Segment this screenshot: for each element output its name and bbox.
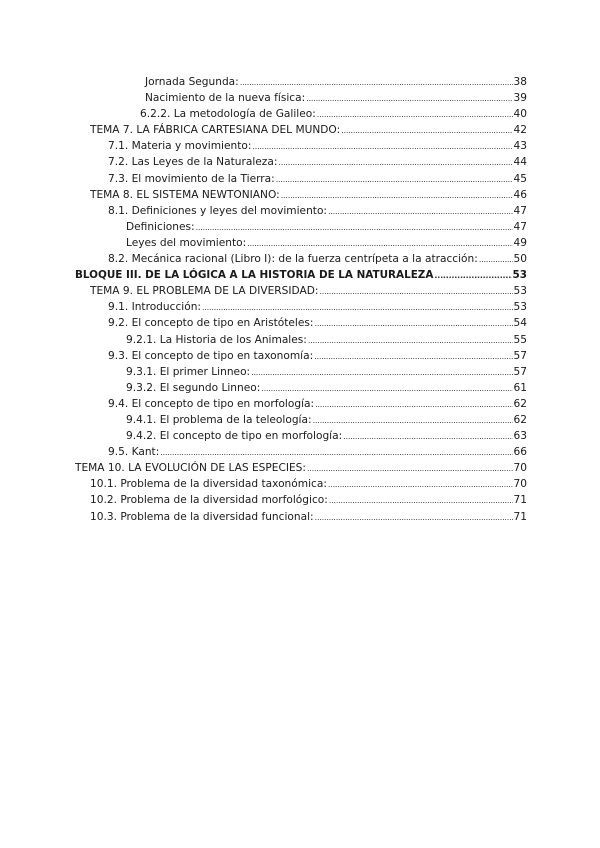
toc-entry[interactable] bbox=[0, 444, 600, 460]
toc-dot-leader bbox=[160, 445, 512, 461]
toc-page-number: 57 bbox=[513, 349, 527, 362]
toc-entry-label: 7.3. El movimiento de la Tierra: bbox=[108, 172, 275, 185]
toc-entry[interactable] bbox=[0, 171, 600, 187]
toc-entry[interactable] bbox=[0, 90, 600, 106]
toc-entry[interactable] bbox=[0, 251, 600, 267]
toc-entry[interactable] bbox=[0, 332, 600, 348]
toc-page-number: 71 bbox=[513, 494, 527, 507]
toc-entry[interactable] bbox=[0, 138, 600, 154]
toc-entry[interactable] bbox=[0, 348, 600, 364]
toc-entry-label: 9.1. Introducción: bbox=[108, 301, 201, 314]
toc-page-number: 70 bbox=[513, 478, 527, 491]
toc-entry[interactable] bbox=[0, 187, 600, 203]
toc-page-number: 55 bbox=[513, 333, 527, 346]
toc-entry-label: 6.2.2. La metodología de Galileo: bbox=[140, 108, 316, 121]
toc-dot-leader bbox=[276, 172, 513, 188]
toc-page-number: 62 bbox=[513, 397, 527, 410]
toc-entry-label: 7.1. Materia y movimiento: bbox=[108, 140, 252, 153]
toc-page-number: 70 bbox=[513, 462, 527, 475]
toc-entry[interactable] bbox=[0, 219, 600, 235]
toc-dot-leader bbox=[317, 107, 513, 123]
toc-entry[interactable] bbox=[0, 492, 600, 508]
toc-dot-leader bbox=[315, 397, 512, 413]
toc-page-number: 71 bbox=[513, 510, 527, 523]
toc-page-number: 62 bbox=[513, 413, 527, 426]
toc-entry-label: 9.2.1. La Historia de los Animales: bbox=[126, 333, 307, 346]
toc-page-number: 40 bbox=[513, 108, 527, 121]
toc-entry[interactable] bbox=[0, 396, 600, 412]
toc-dot-leader bbox=[328, 477, 513, 493]
toc-entry-label: Nacimiento de la nueva física: bbox=[145, 92, 306, 105]
toc-dot-leader bbox=[261, 381, 512, 397]
toc-entry-label: Leyes del movimiento: bbox=[126, 236, 247, 249]
toc-page-number: 63 bbox=[513, 430, 527, 443]
toc-dot-leader bbox=[434, 268, 511, 284]
toc-entry[interactable] bbox=[0, 315, 600, 331]
toc-entry-label: TEMA 8. EL SISTEMA NEWTONIANO: bbox=[90, 188, 280, 201]
toc-entry[interactable] bbox=[0, 299, 600, 315]
toc-entry[interactable] bbox=[0, 412, 600, 428]
toc-dot-leader bbox=[479, 252, 513, 268]
toc-dot-leader bbox=[315, 510, 513, 526]
toc-entry-label: 9.5. Kant: bbox=[108, 446, 160, 459]
toc-dot-leader bbox=[251, 365, 512, 381]
toc-page-number: 47 bbox=[513, 220, 527, 233]
toc-page-number: 47 bbox=[513, 204, 527, 217]
toc-page-number: 54 bbox=[513, 317, 527, 330]
toc-dot-leader bbox=[319, 284, 512, 300]
toc-entry-label: 9.4.1. El problema de la teleología: bbox=[126, 413, 312, 426]
toc-entry-label: BLOQUE III. DE LA LÓGICA A LA HISTORIA DE LA NATURALEZA bbox=[75, 269, 434, 282]
toc-entry-label: 9.3.1. El primer Linneo: bbox=[126, 365, 251, 378]
toc-entry[interactable] bbox=[0, 122, 600, 138]
toc-entry[interactable] bbox=[0, 428, 600, 444]
toc-dot-leader bbox=[202, 300, 513, 316]
toc-entry-label: 7.2. Las Leyes de la Naturaleza: bbox=[108, 156, 278, 169]
toc-dot-leader bbox=[308, 333, 513, 349]
toc-page-number: 45 bbox=[513, 172, 527, 185]
toc-entry-label: TEMA 9. EL PROBLEMA DE LA DIVERSIDAD: bbox=[90, 285, 319, 298]
toc-dot-leader bbox=[328, 204, 513, 220]
toc-entry-label: 9.4.2. El concepto de tipo en morfología: bbox=[126, 430, 343, 443]
toc-page-number: 53 bbox=[513, 301, 527, 314]
toc-page-number: 43 bbox=[513, 140, 527, 153]
table-of-contents bbox=[0, 74, 600, 525]
toc-entry[interactable] bbox=[0, 154, 600, 170]
toc-page-number: 53 bbox=[513, 285, 527, 298]
toc-dot-leader bbox=[314, 349, 512, 365]
toc-entry[interactable] bbox=[0, 460, 600, 476]
toc-page-number: 44 bbox=[513, 156, 527, 169]
toc-dot-leader bbox=[278, 155, 512, 171]
toc-dot-leader bbox=[196, 220, 513, 236]
toc-dot-leader bbox=[240, 75, 513, 91]
toc-entry-label: 10.2. Problema de la diversidad morfológico: bbox=[90, 494, 328, 507]
toc-dot-leader bbox=[252, 139, 512, 155]
toc-dot-leader bbox=[281, 188, 513, 204]
toc-page-number: 46 bbox=[513, 188, 527, 201]
toc-dot-leader bbox=[329, 493, 513, 509]
toc-page-number: 50 bbox=[513, 253, 527, 266]
toc-dot-leader bbox=[341, 123, 512, 139]
toc-entry-label: Jornada Segunda: bbox=[145, 76, 239, 88]
toc-page-number: 42 bbox=[513, 124, 527, 137]
toc-page-number: 38 bbox=[513, 76, 527, 88]
toc-dot-leader bbox=[313, 413, 513, 429]
toc-entry-label: 9.2. El concepto de tipo en Aristóteles: bbox=[108, 317, 314, 330]
toc-entry-label: Definiciones: bbox=[126, 220, 195, 233]
toc-entry-label: 9.3.2. El segundo Linneo: bbox=[126, 381, 261, 394]
toc-entry[interactable] bbox=[0, 203, 600, 219]
toc-page-number: 66 bbox=[513, 446, 527, 459]
toc-entry[interactable] bbox=[0, 380, 600, 396]
toc-entry[interactable] bbox=[0, 283, 600, 299]
toc-entry-label: 10.1. Problema de la diversidad taxonómica: bbox=[90, 478, 327, 491]
toc-dot-leader bbox=[247, 236, 512, 252]
toc-page-number: 57 bbox=[513, 365, 527, 378]
toc-page-number: 53 bbox=[512, 269, 527, 282]
toc-entry[interactable] bbox=[0, 106, 600, 122]
toc-entry-label: 8.1. Definiciones y leyes del movimiento: bbox=[108, 204, 327, 217]
toc-page-number: 39 bbox=[513, 92, 527, 105]
toc-entry-label: 10.3. Problema de la diversidad funcional: bbox=[90, 510, 314, 523]
toc-entry-label: TEMA 7. LA FÁBRICA CARTESIANA DEL MUNDO: bbox=[90, 124, 341, 137]
toc-entry-label: 9.4. El concepto de tipo en morfología: bbox=[108, 397, 315, 410]
toc-entry-label: 8.2. Mecánica racional (Libro I): de la fuerza centrípeta a la atracción: bbox=[108, 253, 478, 266]
toc-entry[interactable] bbox=[0, 267, 600, 283]
toc-entry[interactable] bbox=[0, 476, 600, 492]
toc-page-number: 49 bbox=[513, 236, 527, 249]
toc-entry-label: 9.3. El concepto de tipo en taxonomía: bbox=[108, 349, 314, 362]
toc-page-number: 61 bbox=[513, 381, 527, 394]
toc-dot-leader bbox=[307, 461, 513, 477]
toc-entry[interactable] bbox=[0, 74, 600, 90]
toc-entry[interactable] bbox=[0, 509, 600, 525]
toc-entry[interactable] bbox=[0, 235, 600, 251]
toc-entry[interactable] bbox=[0, 364, 600, 380]
toc-dot-leader bbox=[343, 429, 512, 445]
toc-dot-leader bbox=[306, 91, 512, 107]
toc-dot-leader bbox=[314, 316, 512, 332]
toc-entry-label: TEMA 10. LA EVOLUCIÓN DE LAS ESPECIES: bbox=[75, 462, 306, 475]
